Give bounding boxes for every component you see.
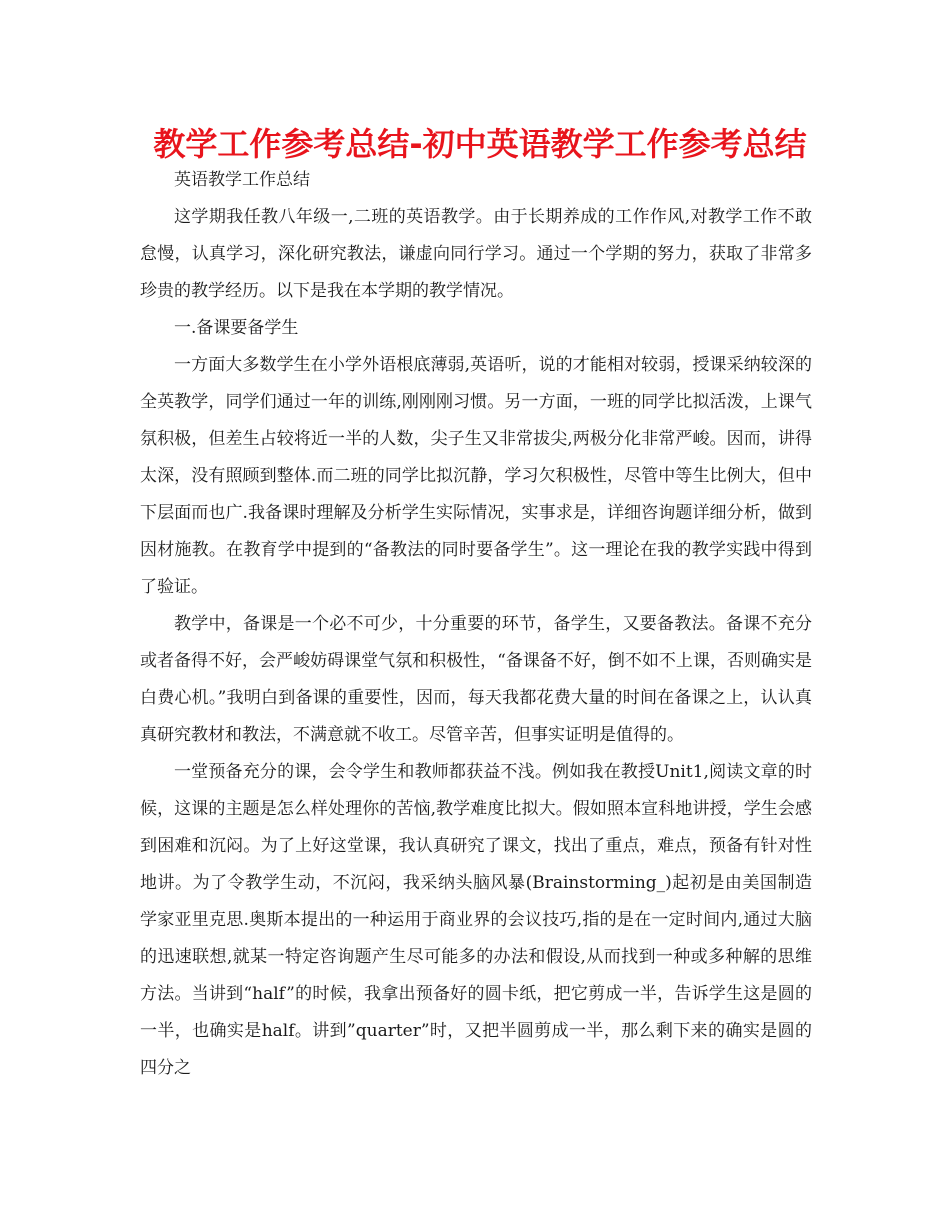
document-subtitle: 英语教学工作总结 bbox=[174, 170, 310, 190]
section-heading-1: 一.备课要备学生 bbox=[174, 318, 299, 338]
paragraph-lesson-prep: 教学中，备课是一个必不可少，十分重要的环节，备学生，又要备教法。备课不充分或者备得不好，会严峻妨碍课堂气氛和积极性，“备课备不好，倒不如不上课，否则确实是白费心机。”我明白到备课的重要性，因而，每天我都花费大量的时间在备课之上，认认真真研究教材和教法，不满意就不收工。尽管辛苦，但事实证明是值得的。 bbox=[140, 614, 812, 745]
paragraph-intro: 这学期我任教八年级一,二班的英语教学。由于长期养成的工作作风,对教学工作不敢怠慢，认真学习，深化研究教法，谦虚向同行学习。通过一个学期的努力，获取了非常多珍贵的教学经历。以下是我在本学期的教学情况。 bbox=[140, 207, 812, 301]
paragraph-students: 一方面大多数学生在小学外语根底薄弱,英语听，说的才能相对较弱，授课采纳较深的全英教学，同学们通过一年的训练,刚刚刚习惯。另一方面，一班的同学比拟活泼，上课气氛积极，但差生占较将近一半的人数，尖子生又非常拔尖,两极分化非常严峻。因而，讲得太深，没有照顾到整体.而二班的同学比拟沉静，学习欠积极性，尽管中等生比例大，但中下层面而也广.我备课时理解及分析学生实际情况，实事求是，详细咨询题详细分析，做到因材施教。在教育学中提到的“备教法的同时要备学生”。这一理论在我的教学实践中得到了验证。 bbox=[140, 355, 812, 597]
document-title: 教学工作参考总结-初中英语教学工作参考总结 bbox=[153, 125, 807, 163]
document-body bbox=[140, 162, 812, 1087]
paragraph-unit1-example: 一堂预备充分的课，会令学生和教师都获益不浅。例如我在教授Unit1,阅读文章的时候，这课的主题是怎么样处理你的苦恼,教学难度比拟大。假如照本宣科地讲授，学生会感到困难和沉闷。为了上好这堂课，我认真研究了课文，找出了重点，难点，预备有针对性地讲。为了令教学生动，不沉闷，我采纳头脑风暴(Brainstorming_)起初是由美国制造学家亚里克思.奥斯本提出的一种运用于商业界的会议技巧,指的是在一定时间内,通过大脑的迅速联想,就某一特定咨询题产生尽可能多的办法和假设,从而找到一种或多种解的思维方法。当讲到“half”的时候，我拿出预备好的圆卡纸，把它剪成一半，告诉学生这是圆的一半，也确实是half。讲到”quarter”时，又把半圆剪成一半，那么剩下来的确实是圆的四分之 bbox=[140, 762, 812, 1078]
